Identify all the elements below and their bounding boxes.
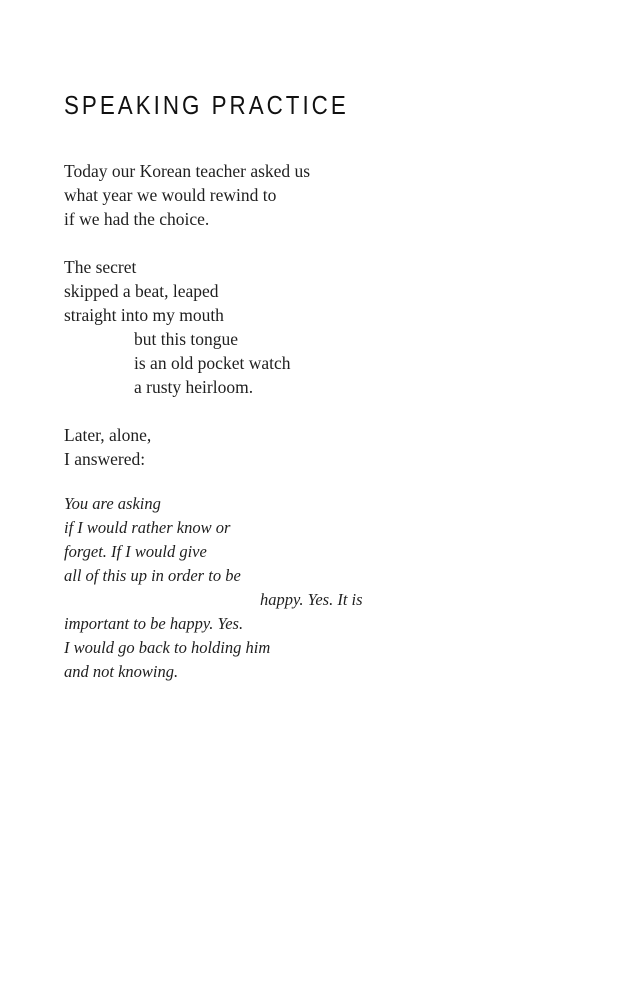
poem-line: I answered:: [64, 449, 146, 469]
poem-line: Later, alone,: [64, 425, 152, 445]
poem-italic-line: You are asking: [64, 494, 161, 513]
poem-italic-line: if I would rather know or: [64, 518, 231, 537]
poem-line: The secret: [64, 257, 137, 277]
poem-line: what year we would rewind to: [64, 185, 277, 205]
poem-line-indented: but this tongue: [134, 329, 239, 349]
poem-italic-line: forget. If I would give: [64, 542, 207, 561]
poem-line: if we had the choice.: [64, 209, 210, 229]
poem-line-indented: is an old pocket watch: [134, 353, 291, 373]
poem-line: straight into my mouth: [64, 305, 224, 325]
poem-italic-line: important to be happy. Yes.: [64, 614, 244, 633]
poem-title: SPEAKING PRACTICE: [64, 90, 349, 120]
poem-italic-line: and not knowing.: [64, 662, 179, 681]
poem-line-indented: a rusty heirloom.: [134, 377, 254, 397]
poem-line: Today our Korean teacher asked us: [64, 161, 311, 181]
poem-line: skipped a beat, leaped: [64, 281, 219, 301]
poem-italic-line: all of this up in order to be: [64, 566, 241, 585]
poem-italic-line-indented: happy. Yes. It is: [260, 590, 363, 609]
poem-italic-line: I would go back to holding him: [64, 638, 271, 657]
